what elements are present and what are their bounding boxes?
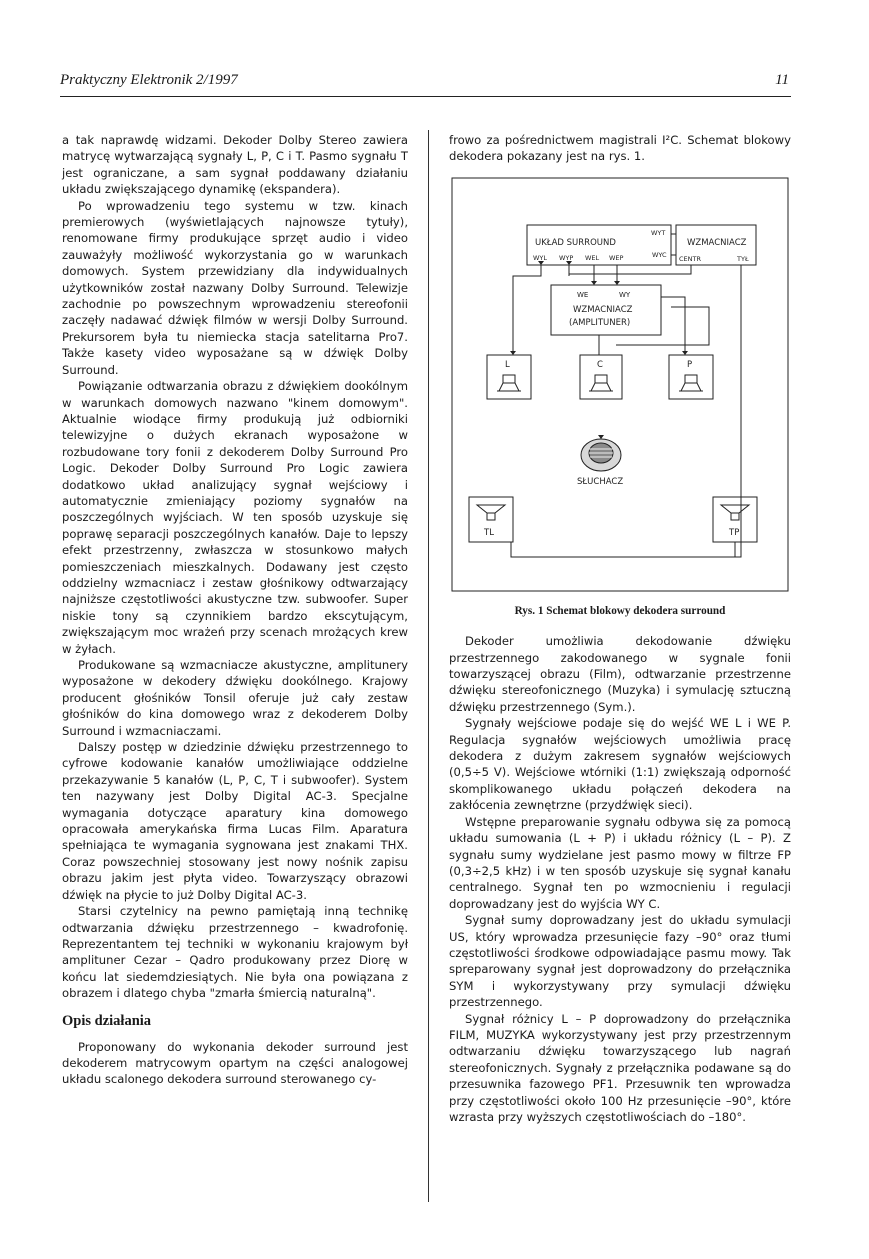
amp-port-label: CENTR <box>679 254 701 263</box>
paragraph: Wstępne preparowanie sygnału odbywa się za pomocą układu sumowania (L + P) i układu różnicy (L – P). Z sygnału sumy wydzielane jest pasmo mowy w filtrze FP (0,3÷2,5 kHz) i w ten sposób uzyskuje się sygnał kanału centralnego. Sygnał ten po wzmocnieniu i regulacji doprowadzany jest do wyjścia WY C. <box>449 814 791 911</box>
section-heading: Opis działania <box>62 1012 152 1029</box>
block-diagram <box>451 177 789 593</box>
listener-label: SŁUCHACZ <box>577 476 624 487</box>
paragraph: Sygnał różnicy L – P doprowadzony do przełącznika FILM, MUZYKA wykorzystywany jest przy przestrzennym odtwarzaniu dźwięku towarzyszącego lub nagrań stereofonicznych. Sygnały z przełącznika podawane są do przesuwnika fazowego PF1. Przesuwnik ten wprowadza przy częstotliwości około 100 Hz przesunięcie –90°, które wzrasta przy wyższych częstotliwościach do –180°. <box>449 1011 791 1124</box>
amplituner-in-label: WE <box>577 290 589 299</box>
speaker-label: TL <box>484 527 494 538</box>
port-label: WYT <box>651 228 666 237</box>
column-divider <box>428 130 429 1202</box>
left-column <box>62 132 408 1088</box>
journal-title: Praktyczny Elektronik 2/1997 <box>60 72 238 88</box>
listener-icon <box>581 435 621 471</box>
paragraph: a tak naprawdę widzami. Dekoder Dolby Stereo zawiera matrycę wytwarzającą sygnały L, P, C i T. Pasmo sygnału T jest ograniczane, a sam sygnał poddawany działaniu układu zwiększającego dynamikę (ekspandera). <box>62 133 408 197</box>
amplituner-line1: WZMACNIACZ <box>573 304 633 315</box>
paragraph: Powiązanie odtwarzania obrazu z dźwiękiem dookólnym w warunkach domowych nazwano "kinem domowym". Aktualnie wiodące firmy produkują już odbiorniki telewizyjne o dużych ekranach wyposażone w rozbudowane tory fonii z dekoderem Dolby Surround Pro Logic. Dekoder Dolby Surround Pro Logic zawiera dodatkowo układ analizujący sygnał wejściowy i automatycznie zmieniający poziomy sygnałów na poszczególnych wyjściach. W ten sposób uzyskuje się poprawę separacji poszczególnych kanałów. Daje to lepszy efekt przestrzenny, zwłaszcza w stosunkowo małych pomieszczeniach mieszkalnych. Dodawany jest często oddzielny wzmacniacz i zestaw głośnikowy odtwarzający najniższe częstotliwości akustyczne tzw. subwoofer. Super niskie tony są czynnikiem bardzo ekscytującym, zwiększającym moc wrażeń przy scenach mrożących krew w żyłach. <box>62 379 408 656</box>
paragraph: Sygnał sumy doprowadzany jest do układu symulacji US, który wprowadza przesunięcie fazy –90° oraz tłumi częstotliwości środkowe odpowiadające pasmu mowy. Tak spreparowany sygnał jest doprowadzony do przełącznika SYM i wykorzystywany przy symulacji dźwięku przestrzennego. <box>449 913 791 1010</box>
paragraph: Sygnały wejściowe podaje się do wejść WE L i WE P. Regulacja sygnałów wejściowych umożliwia pracę dekodera z dużym zakresem sygnałów wejściowych (0,5÷5 V). Wejściowe wtórniki (1:1) zwiększają odporność skomplikowanego układu połączeń dekodera na zakłócenia zewnętrzne (przydźwięk sieci). <box>449 716 791 813</box>
paragraph: Dalszy postęp w dziedzinie dźwięku przestrzennego to cyfrowe kodowanie kanałów umożliwiające oddzielne przekazywanie 5 kanałów (L, P, C, T i subwoofer). System ten nazywany jest Dolby Digital AC-3. Specjalne wymagania dotyczące aparatury kina domowego opracowała amerykańska firma Lucas Film. Aparatura spełniająca te wymagania sygnowana jest znakami THX. Coraz powszechniej stosowany jest nowy nośnik zapisu obrazu jakim jest płyta video. Towarzyszący obrazowi dźwięk na płycie to już Dolby Digital AC-3. <box>62 740 408 902</box>
amplifier-block-title: WZMACNIACZ <box>687 237 747 248</box>
paragraph: frowo za pośrednictwem magistrali I²C. Schemat blokowy dekodera pokazany jest na rys. 1. <box>449 133 791 164</box>
speaker-label: C <box>597 359 603 370</box>
port-label: WYP <box>559 253 574 262</box>
running-header <box>60 70 791 97</box>
amplituner-out-label: WY <box>619 290 631 299</box>
port-label: WEL <box>585 253 600 262</box>
paragraph: Proponowany do wykonania dekoder surround jest dekoderem matrycowym opartym na części analogowej układu scalonego dekodera surround sterowanego cy- <box>62 1039 408 1087</box>
paragraph: Starsi czytelnicy na pewno pamiętają inną technikę odtwarzania dźwięku przestrzennego – kwadrofonię. Reprezentantem tej techniki w wykonaniu krajowym był amplituner Cezar – Qadro produkowany przez Diorę w końcu lat siedemdziesiątych. Nie była ona powiązana z obrazem i dlatego chyba "zmarła śmiercią naturalną". <box>62 904 408 1001</box>
amp-port-label: TYŁ <box>737 254 749 263</box>
speaker-label: TP <box>729 527 740 538</box>
figure-caption: Rys. 1 Schemat blokowy dekodera surround <box>514 604 726 617</box>
speaker-label: L <box>505 359 510 370</box>
paragraph: Dekoder umożliwia dekodowanie dźwięku przestrzennego zakodowanego w sygnale fonii towarzyszącej obrazu (Film), odtwarzanie przestrzenne dźwięku stereofonicznego (Muzyka) i symulację sztuczną dźwięku przestrzennego (Sym.). <box>449 634 791 714</box>
port-label: WYC <box>652 250 667 259</box>
paragraph: Produkowane są wzmacniacze akustyczne, amplitunery wyposażone w dekodery dźwięku dookólnego. Krajowy producent głośników Tonsil oferuje już cały zestaw głośników do kina domowego wraz z dekoderem Dolby Surround i wzmacniaczami. <box>62 658 408 738</box>
paragraph: Po wprowadzeniu tego systemu w tzw. kinach premierowych (wyświetlających najnowsze tytuły), renomowane firmy produkujące sprzęt audio i video zauważyły możliwość wykorzystania go w warunkach domowych. System przewidziany dla indywidualnych użytkowników został nazwany Dolby Surround. Telewizje zachodnie po powszechnym wprowadzeniu stereofonii zaczęły nadawać dźwięk filmów w wersji Dolby Surround. Prekursorem była tu niemiecka stacja satelitarna Pro7. Także kasety video wyposażane są w dźwięk Dolby Surround. <box>62 198 408 377</box>
port-label: WEP <box>609 253 624 262</box>
port-label: WYL <box>533 253 548 262</box>
amplituner-line2: (AMPLITUNER) <box>569 317 631 328</box>
block-diagram-figure <box>451 177 789 593</box>
speaker-label: P <box>687 359 693 370</box>
right-column <box>449 132 791 1125</box>
surround-block-title: UKŁAD SURROUND <box>535 237 616 248</box>
page-number: 11 <box>775 72 789 88</box>
